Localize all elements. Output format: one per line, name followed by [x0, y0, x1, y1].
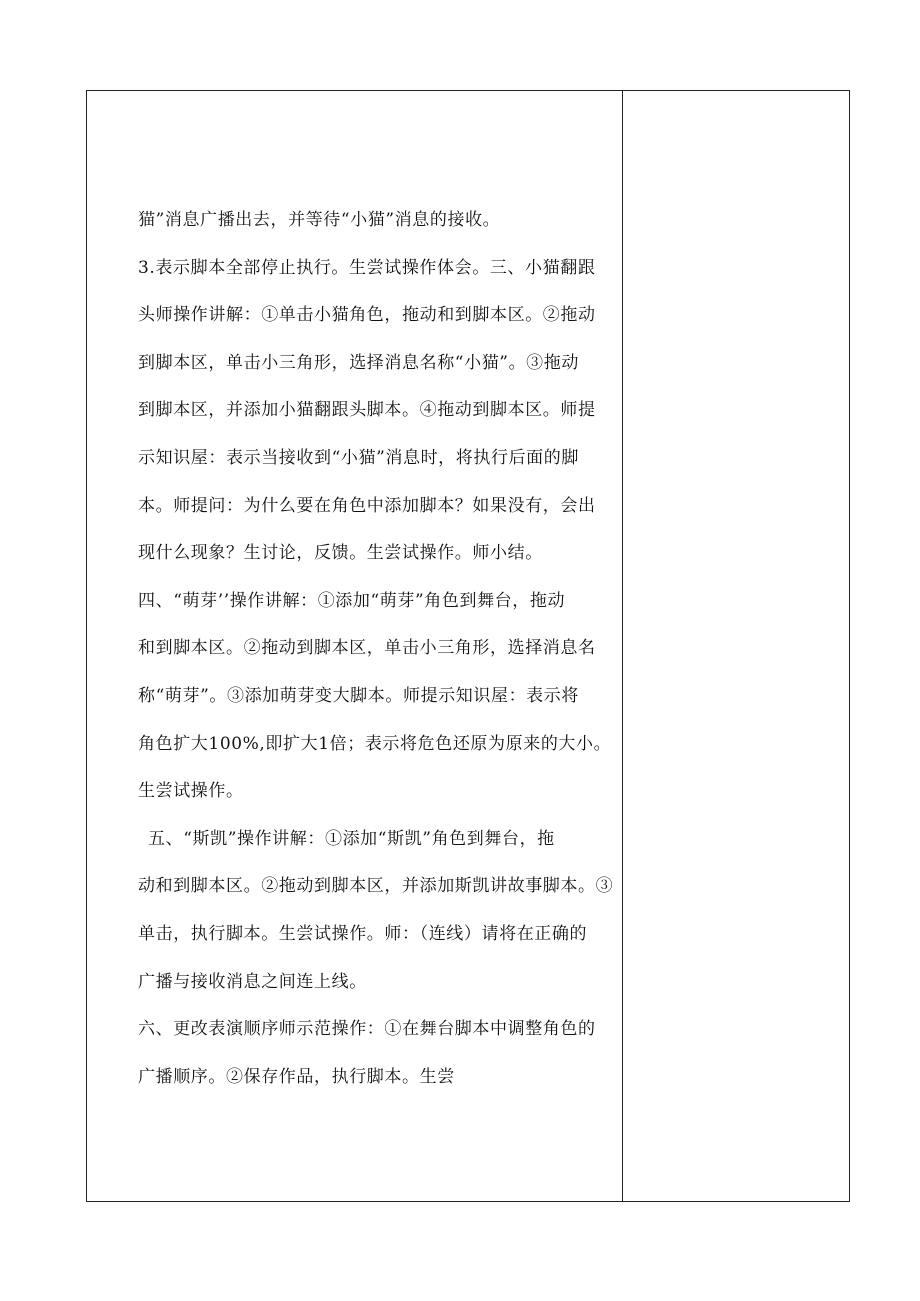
text-line: 生尝试操作。 [138, 781, 244, 802]
text-line: 称“萌芽”。③添加萌芽变大脚本。师提示知识屋：表示将 [138, 685, 579, 706]
text-line: 五、“斯凯”操作讲解：①添加“斯凯”角色到舞台，拖 [148, 828, 555, 849]
text-line: 广播与接收消息之间连上线。 [138, 971, 367, 992]
text-line: 示知识屋：表示当接收到“小猫”消息时，将执行后面的脚 [138, 447, 579, 468]
text-line: 六、更改表演顺序师示范操作：①在舞台脚本中调整角色的 [138, 1019, 596, 1040]
lesson-content-cell [138, 197, 620, 1101]
text-line: 和到脚本区。②拖动到脚本区，单击小三角形，选择消息名 [138, 638, 596, 659]
text-line: 到脚本区，单击小三角形，选择消息名称“小猫”。③拖动 [138, 352, 579, 373]
text-line: 头师操作讲解：①单击小猫角色，拖动和到脚本区。②拖动 [138, 305, 596, 326]
text-line: 四、“萌芽’’操作讲解：①添加“萌芽”角色到舞台，拖动 [138, 590, 566, 611]
text-line: 猫”消息广播出去，并等待“小猫”消息的接收。 [138, 210, 501, 230]
text-line: 3.表示脚本全部停止执行。生尝试操作体会。三、小猫翻跟 [138, 257, 596, 278]
notes-cell [623, 91, 849, 1201]
text-line: 动和到脚本区。②拖动到脚本区，并添加斯凯讲故事脚本。③ [138, 876, 614, 897]
text-line: 广播顺序。②保存作品，执行脚本。生尝 [138, 1066, 455, 1087]
text-line: 本。师提问：为什么要在角色中添加脚本？如果没有，会出 [138, 495, 596, 516]
text-line: 现什么现象？生讨论，反馈。生尝试操作。师小结。 [138, 543, 543, 564]
text-line: 单击，执行脚本。生尝试操作。师：（连线）请将在正确的 [138, 923, 588, 944]
lesson-table [86, 90, 850, 1202]
text-line: 角色扩大100%,即扩大1倍；表示将危色还原为原来的大小。 [138, 733, 612, 754]
text-line: 到脚本区，并添加小猫翻跟头脚本。④拖动到脚本区。师提 [138, 400, 596, 421]
